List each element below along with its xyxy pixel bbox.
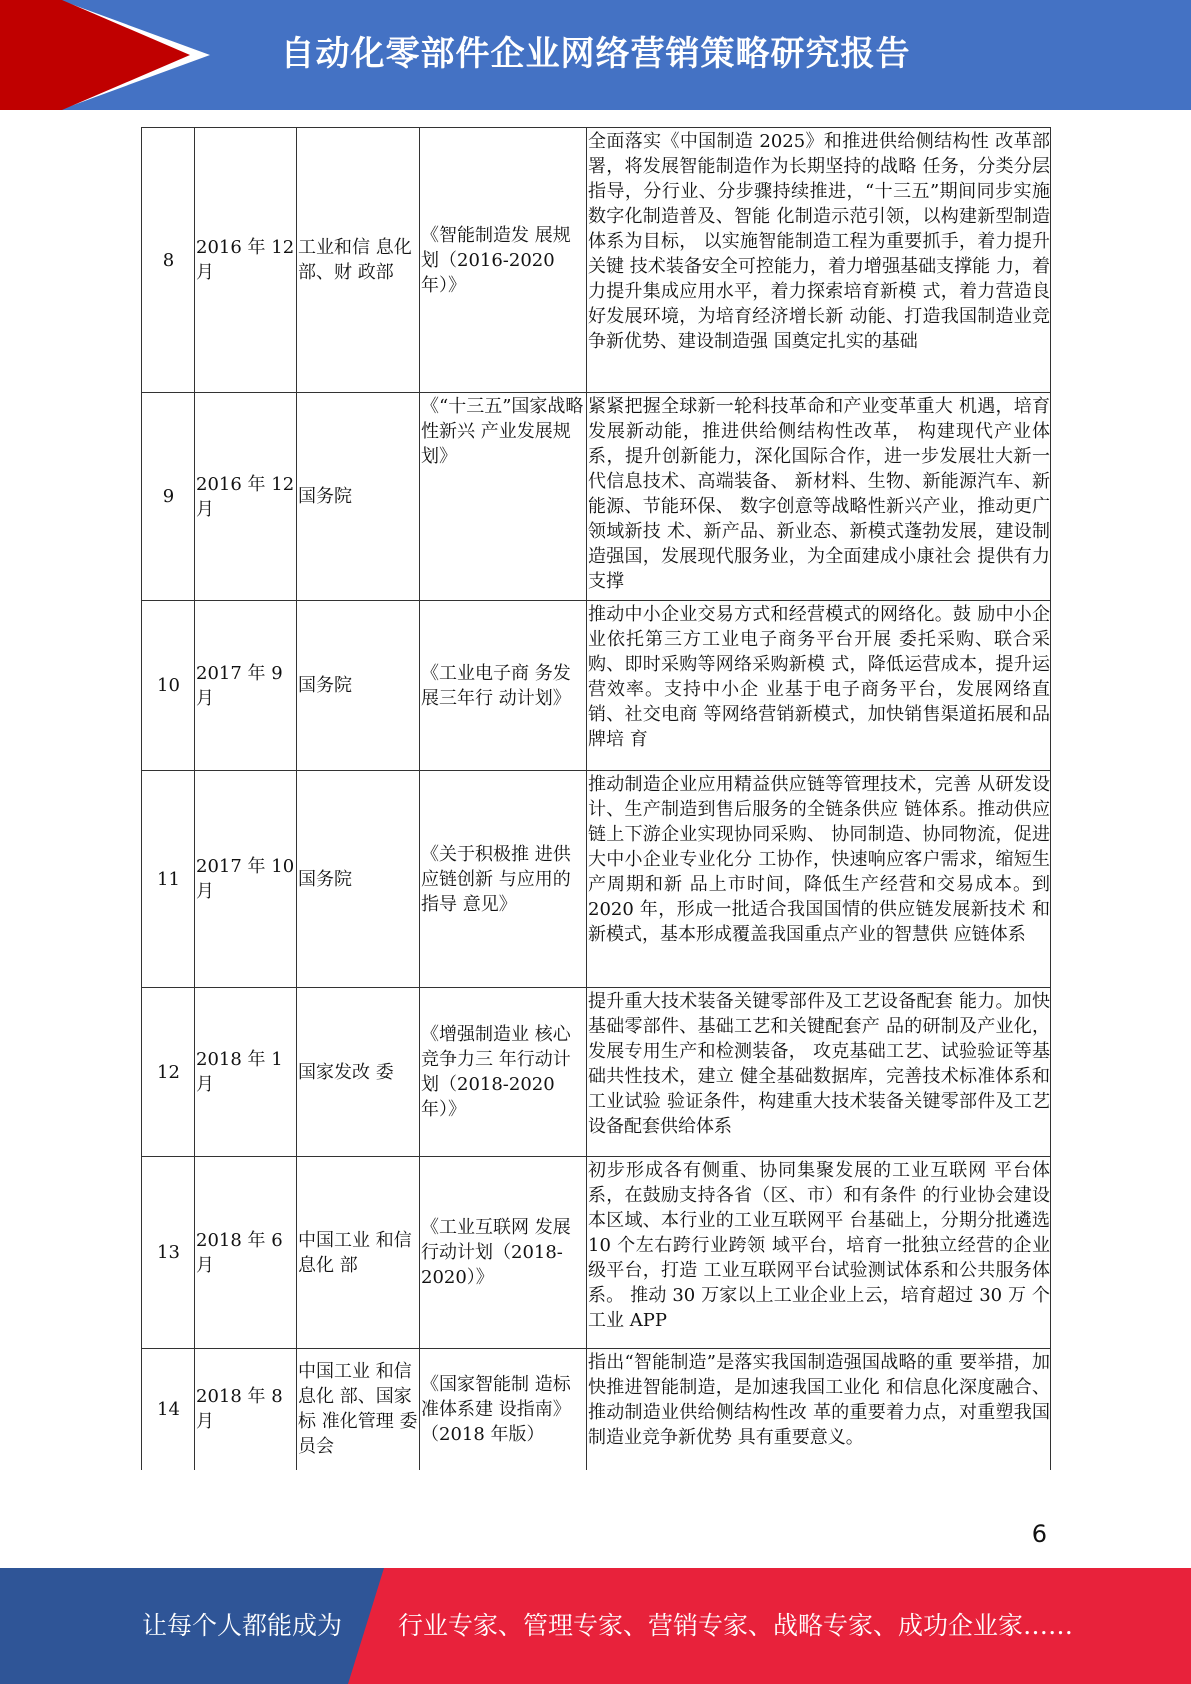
table-row	[142, 393, 1051, 601]
row-number: 13	[142, 1157, 195, 1349]
row-content: 推动制造企业应用精益供应链等管理技术，完善 从研发设计、生产制造到售后服务的全链条供应 链体系。推动供应链上下游企业实现协同采购、 协同制造、协同物流，促进大中小企业专业化分 工协作，快速响应客户需求，缩短生产周期和新 品上市时间，降低生产经营和交易成本。到 2020 年，形成一批适合我国国情的供应链发展新技术 和新模式，基本形成覆盖我国重点产业的智慧供 应链体系	[587, 771, 1051, 988]
row-number: 9	[142, 393, 195, 601]
row-content: 推动中小企业交易方式和经营模式的网络化。鼓 励中小企业依托第三方工业电子商务平台开展 委托采购、联合采购、即时采购等网络采购新模 式，降低运营成本，提升运营效率。支持中小企 业基于电子商务平台，发展网络直销、社交电商 等网络营销新模式，加快销售渠道拓展和品牌培 育	[587, 601, 1051, 771]
table-row	[142, 771, 1051, 988]
row-issuer: 中国工业 和信息化 部	[297, 1157, 420, 1349]
row-date: 2016 年 12 月	[195, 393, 297, 601]
row-date: 2017 年 10 月	[195, 771, 297, 988]
row-content: 提升重大技术装备关键零部件及工艺设备配套 能力。加快基础零部件、基础工艺和关键配套产 品的研制及产业化，发展专用生产和检测装备， 攻克基础工艺、试验验证等基础共性技术，建立 健全基础数据库，完善技术标准体系和工业试验 验证条件，构建重大技术装备关键零部件及工艺 设备配套供给体系	[587, 988, 1051, 1157]
row-date: 2018 年 8 月	[195, 1349, 297, 1470]
row-policy-title: 《“十三五”国家战略性新兴 产业发展规划》	[420, 393, 587, 601]
row-policy-title: 《工业电子商 务发展三年行 动计划》	[420, 601, 587, 771]
table-row	[142, 128, 1051, 393]
row-content: 初步形成各有侧重、协同集聚发展的工业互联网 平台体系，在鼓励支持各省（区、市）和有条件 的行业协会建设本区域、本行业的工业互联网平 台基础上，分期分批遴选 10 个左右跨行业跨领 域平台，培育一批独立经营的企业级平台，打造 工业互联网平台试验测试体系和公共服务体系。 推动 30 万家以上工业企业上云，培育超过 30 万 个工业 APP	[587, 1157, 1051, 1349]
page-header	[0, 0, 1191, 110]
row-date: 2016 年 12 月	[195, 128, 297, 393]
row-policy-title: 《增强制造业 核心竞争力三 年行动计划（2018-2020 年）》	[420, 988, 587, 1157]
row-date: 2018 年 6 月	[195, 1157, 297, 1349]
row-number: 8	[142, 128, 195, 393]
row-issuer: 国务院	[297, 771, 420, 988]
report-title: 自动化零部件企业网络营销策略研究报告	[280, 34, 911, 74]
page-footer	[0, 1568, 1191, 1684]
row-content: 指出“智能制造”是落实我国制造强国战略的重 要举措，加快推进智能制造，是加速我国工业化 和信息化深度融合、推动制造业供给侧结构性改 革的重要着力点，对重塑我国制造业竞争新优势 具有重要意义。	[587, 1349, 1051, 1470]
row-number: 10	[142, 601, 195, 771]
table-row	[142, 988, 1051, 1157]
row-issuer: 国家发改 委	[297, 988, 420, 1157]
row-date: 2017 年 9 月	[195, 601, 297, 771]
row-issuer: 中国工业 和信息化 部、国家标 准化管理 委员会	[297, 1349, 420, 1470]
row-number: 14	[142, 1349, 195, 1470]
row-policy-title: 《关于积极推 进供应链创新 与应用的指导 意见》	[420, 771, 587, 988]
footer-slogan-left: 让每个人都能成为	[142, 1611, 343, 1640]
table-row	[142, 1349, 1051, 1470]
row-content: 紧紧把握全球新一轮科技革命和产业变革重大 机遇，培育发展新动能，推进供给侧结构性改革， 构建现代产业体系，提升创新能力，深化国际合作，进一步发展壮大新一代信息技术、高端装备、 新材料、生物、新能源汽车、新能源、节能环保、 数字创意等战略性新兴产业，推动更广领域新技 术、新产品、新业态、新模式蓬勃发展，建设制 造强国，发展现代服务业，为全面建成小康社会 提供有力支撑	[587, 393, 1051, 601]
row-issuer: 国务院	[297, 393, 420, 601]
row-date: 2018 年 1 月	[195, 988, 297, 1157]
row-policy-title: 《国家智能制 造标准体系建 设指南》（2018 年版）	[420, 1349, 587, 1470]
row-policy-title: 《智能制造发 展规划（2016-2020 年）》	[420, 128, 587, 393]
table-row	[142, 601, 1051, 771]
footer-slogan-right: 行业专家、管理专家、营销专家、战略专家、成功企业家……	[398, 1611, 1074, 1640]
row-content: 全面落实《中国制造 2025》和推进供给侧结构性 改革部署，将发展智能制造作为长期坚持的战略 任务，分类分层指导，分行业、分步骤持续推进，“十三五”期间同步实施数字化制造普及、智能 化制造示范引领，以构建新型制造体系为目标， 以实施智能制造工程为重要抓手，着力提升关键 技术装备安全可控能力，着力增强基础支撑能 力，着力提升集成应用水平，着力探索培育新模 式，着力营造良好发展环境，为培育经济增长新 动能、打造我国制造业竞争新优势、建设制造强 国奠定扎实的基础	[587, 128, 1051, 393]
footer-blue-slant	[348, 1568, 384, 1684]
row-issuer: 国务院	[297, 601, 420, 771]
row-policy-title: 《工业互联网 发展行动计划（2018-2020）》	[420, 1157, 587, 1349]
row-issuer: 工业和信 息化部、财 政部	[297, 128, 420, 393]
page-number: 6	[1031, 1520, 1047, 1548]
table-row	[142, 1157, 1051, 1349]
row-number: 12	[142, 988, 195, 1157]
policy-table	[141, 127, 1051, 1470]
row-number: 11	[142, 771, 195, 988]
